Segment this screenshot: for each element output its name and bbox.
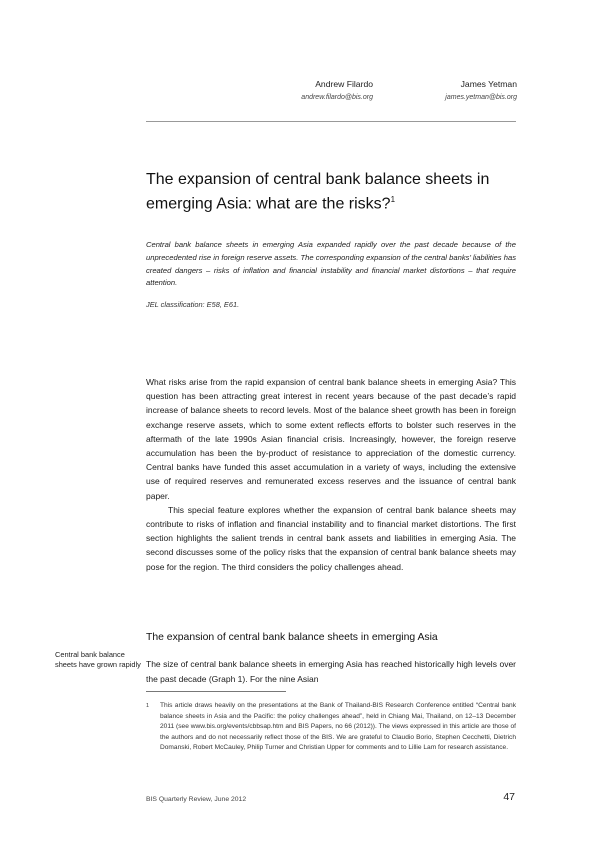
author-block bbox=[260, 79, 520, 111]
author-name: Andrew Filardo bbox=[315, 79, 373, 89]
section-heading: The expansion of central bank balance sheets in emerging Asia bbox=[146, 632, 438, 643]
section-body: The size of central bank balance sheets in emerging Asia has reached historically high levels over the past decade (Graph 1). For the nine Asian bbox=[146, 659, 516, 684]
author-name: James Yetman bbox=[460, 79, 517, 89]
intro-body bbox=[146, 375, 516, 574]
footnote-divider bbox=[146, 691, 286, 692]
author-email[interactable]: andrew.filardo@bis.org bbox=[301, 94, 373, 101]
abstract: Central bank balance sheets in emerging Asia expanded rapidly over the past decade because of the unprecedented rise in foreign reserve assets. The corresponding expansion of the central banks’ liabilities has created dangers – risks of inflation and financial instability and financial market distortions – that require attention. bbox=[146, 240, 516, 288]
body-paragraph: This special feature explores whether the expansion of central bank balance sheets may contribute to risks of inflation and financial instability and to financial market distortions. The first section highlights the salient trends in central bank assets and liabilities in emerging Asia. The second discusses some of the policy risks that the expansion of central bank balance sheets may pose for the region. The third considers the policy challenges ahead. bbox=[146, 504, 516, 572]
author-2 bbox=[445, 79, 517, 101]
title-footnote-mark[interactable]: 1 bbox=[390, 195, 396, 204]
footnote-text: This article draws heavily on the presentations at the Bank of Thailand-BIS Research Conference entitled “Central bank balance sheets in Asia and the Pacific: the policy challenges ahead”, held in Chiang Mai, Thailand, on 12–13 December 2011 (see www.bis.org/events/cbbsap.htm and BIS Papers, no 66 (2012)). The views expressed in this article are those of the authors and do not necessarily reflect those of the BIS. We are grateful to Claudio Borio, Stephen Cecchetti, Dietrich Domanski, Robert McCauley, Philip Turner and Christian Upper for comments and to Lillie Lam for research assistance. bbox=[160, 702, 516, 751]
margin-note: Central bank balance sheets have grown rapidly bbox=[55, 650, 141, 670]
jel-classification: JEL classification: E58, E61. bbox=[146, 300, 240, 309]
journal-footer: BIS Quarterly Review, June 2012 bbox=[146, 796, 247, 803]
article-title bbox=[146, 170, 506, 214]
page-number: 47 bbox=[503, 791, 515, 803]
header-divider bbox=[146, 121, 516, 122]
footnote-mark: 1 bbox=[146, 703, 150, 709]
article-title-text: The expansion of central bank balance sheets in emerging Asia: what are the risks? bbox=[146, 171, 490, 213]
author-1 bbox=[301, 79, 373, 101]
author-email[interactable]: james.yetman@bis.org bbox=[445, 94, 517, 101]
body-paragraph: What risks arise from the rapid expansion of central bank balance sheets in emerging Asia? This question has been attracting great interest in recent years because of the past decade’s rapid increase of balance sheets to record levels. Most of the balance sheet growth has been in foreign exchange reserve assets, which to some extent reflects efforts to bolster such reserves in the aftermath of the late 1990s Asian financial crisis. Increasingly, however, the foreign reserve accumulation has been the by-product of resistance to appreciation of the domestic currency. Central banks have funded this asset accumulation in a variety of ways, including the extensive use of required reserves and remunerated excess reserves and the issuance of central bank paper. bbox=[146, 377, 516, 501]
footnote bbox=[146, 701, 516, 754]
